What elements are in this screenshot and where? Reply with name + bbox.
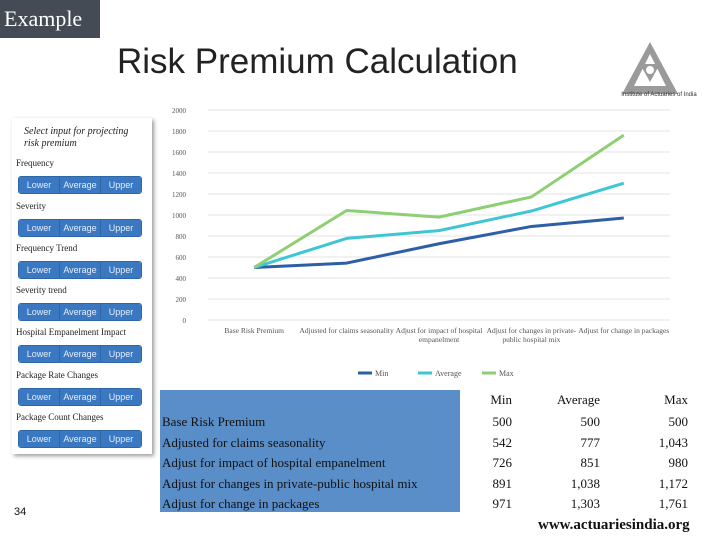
table-cell: 500 [668,414,688,429]
x-category-label: Adjust for change in packages [578,326,670,335]
option-button-lower[interactable]: Lower [19,304,59,320]
x-category-label: Base Risk Premium [224,326,284,335]
table-cell: 891 [492,475,512,491]
table-row-label: Base Risk Premium [162,414,266,429]
option-button-group [18,345,142,363]
option-button-lower[interactable]: Lower [19,177,59,193]
table-column-header: Average [556,392,600,407]
y-tick-label: 200 [175,296,186,304]
option-button-upper[interactable]: Upper [100,220,141,236]
option-button-lower[interactable]: Lower [19,389,59,405]
option-button-lower[interactable]: Lower [19,220,59,236]
table-row-label: Adjusted for claims seasonality [162,434,326,450]
website-url[interactable]: www.actuariesindia.org [538,517,690,533]
input-group-label: Severity [16,201,46,211]
option-button-average[interactable]: Average [59,177,100,193]
option-button-lower[interactable]: Lower [19,262,59,278]
option-button-average[interactable]: Average [59,262,100,278]
option-button-average[interactable]: Average [59,220,100,236]
option-button-group [18,219,142,237]
table-cell: 971 [492,496,512,511]
table-column-header: Min [490,392,512,407]
y-tick-label: 2000 [172,107,186,115]
option-button-average[interactable]: Average [59,389,100,405]
option-button-average[interactable]: Average [59,304,100,320]
slide-tag: Example [0,0,100,38]
table-cell: 726 [492,455,512,470]
y-tick-label: 1000 [172,212,186,220]
input-group-label: Package Rate Changes [16,370,98,380]
y-tick-label: 1600 [172,149,186,157]
input-group-label: Hospital Empanelment Impact [16,327,126,337]
option-button-group [18,388,142,406]
table-cell: 1,303 [570,496,600,511]
page-number: 34 [14,506,27,518]
table-cell: 777 [580,434,600,450]
x-category-label: Adjust for impact of hospital empanelment [395,326,483,344]
option-button-upper[interactable]: Upper [100,262,141,278]
x-category-label: Adjusted for claims seasonality [299,326,394,335]
y-tick-label: 1800 [172,128,186,136]
option-button-upper[interactable]: Upper [100,346,141,362]
logo-caption: Institute of Actuaries of India [621,92,697,98]
legend-label: Min [375,369,389,378]
series-line-average [254,183,624,267]
table-column-header: Max [664,392,688,407]
table-cell: 980 [668,455,688,470]
table-cell: 1,172 [658,475,688,491]
legend-label: Average [435,369,462,378]
series-line-min [254,218,624,267]
panel-title: Select input for projecting risk premium [24,126,129,149]
option-button-average[interactable]: Average [59,431,100,447]
option-button-average[interactable]: Average [59,346,100,362]
top-bar [0,0,720,40]
legend-label: Max [499,369,514,378]
y-tick-label: 0 [182,317,186,325]
y-tick-label: 1400 [172,170,186,178]
x-category-label: Adjust for changes in private-public hospital mix [486,326,577,344]
risk-premium-table [160,390,700,515]
risk-premium-line-chart [160,100,680,390]
option-button-upper[interactable]: Upper [100,177,141,193]
option-button-lower[interactable]: Lower [19,431,59,447]
table-row-label: Adjust for changes in private-public hospital mix [162,475,418,491]
table-row-label: Adjust for change in packages [162,496,320,511]
option-button-group [18,303,142,321]
option-button-lower[interactable]: Lower [19,346,59,362]
option-button-group [18,261,142,279]
table-row-label: Adjust for impact of hospital empanelment [162,455,386,470]
input-group-label: Frequency [16,158,54,168]
table-cell: 542 [492,434,512,450]
table-cell: 1,043 [658,434,688,450]
table-cell: 500 [580,414,600,429]
y-tick-label: 600 [175,254,186,262]
y-tick-label: 800 [175,233,186,241]
slide-title: Risk Premium Calculation [117,42,518,81]
table-cell: 500 [492,414,512,429]
option-button-upper[interactable]: Upper [100,304,141,320]
y-tick-label: 400 [175,275,186,283]
option-button-group [18,176,142,194]
option-button-group [18,430,142,448]
input-group-label: Severity trend [16,285,67,295]
y-tick-label: 1200 [172,191,186,199]
input-group-label: Frequency Trend [16,243,78,253]
table-cell: 1,038 [570,475,600,491]
option-button-upper[interactable]: Upper [100,431,141,447]
input-group-label: Package Count Changes [16,412,104,422]
table-cell: 1,761 [658,496,688,511]
option-button-upper[interactable]: Upper [100,389,141,405]
table-cell: 851 [580,455,600,470]
